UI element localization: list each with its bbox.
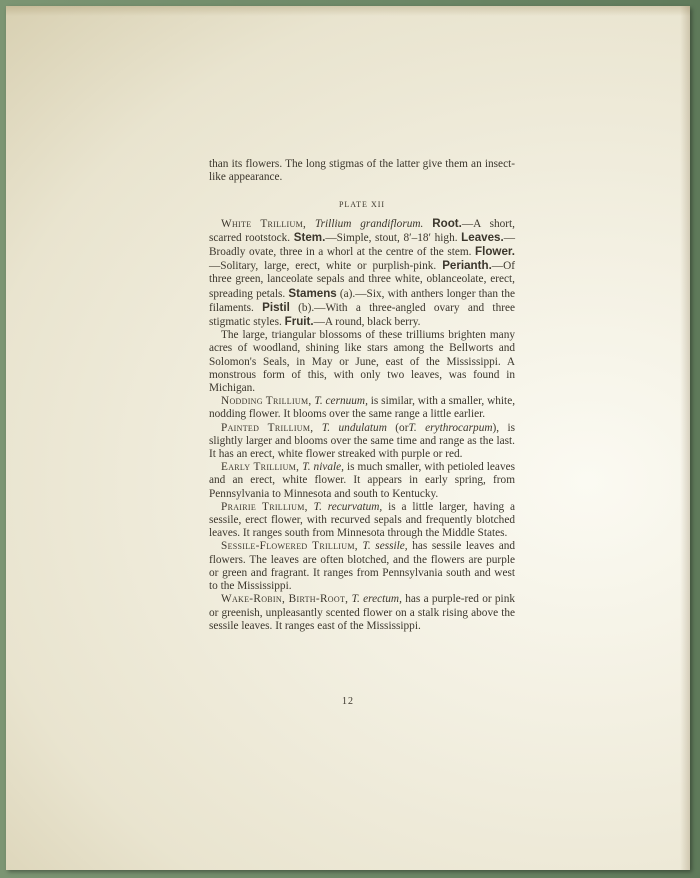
page-top-shadow [6, 6, 690, 16]
species-name: Painted Trillium, [221, 421, 314, 434]
species-name: Nodding Trillium, [221, 395, 312, 408]
species-latin: T. recurvatum, [313, 500, 383, 513]
leaves-label: Leaves. [461, 230, 504, 244]
painted-trillium-paragraph [209, 422, 515, 462]
wake-robin-paragraph [209, 593, 515, 633]
species-name: Wake-Robin, Birth-Root, [221, 593, 349, 606]
white-trillium-description [209, 217, 515, 330]
page-right-shadow [680, 6, 690, 870]
species-latin: T. sessile, [362, 540, 408, 553]
flower-label: Flower. [475, 245, 515, 259]
species-latin: T. nivale, [302, 461, 344, 474]
species-text: is similar, with a smaller, white, nodding flower. It blooms over the same range a little earlier. [209, 395, 516, 421]
species-name: Early Trillium, [221, 461, 300, 474]
perianth-label: Perianth. [442, 259, 492, 273]
fruit-text: —A round, black berry. [313, 316, 421, 329]
species-text: is much smaller, with petioled leaves and an erect, white flower. It appears in early spring, from Pennsylvania to Minnesota and south to Kentucky. [209, 461, 516, 500]
page-number: 12 [342, 696, 354, 707]
species-latin: T. undulatum [321, 421, 387, 434]
book-page [6, 6, 690, 870]
sessile-trillium-paragraph [209, 540, 515, 593]
species-text: has sessile leaves and flowers. The leaves are often blotched, and the flowers are purple or green and fragrant. It ranges from Pennsylvania south and west to the Mississippi. [209, 540, 516, 593]
root-text: —A short, scarred rootstock. [209, 217, 515, 244]
species-latin: T. erectum, [351, 593, 402, 606]
page-text [209, 158, 515, 633]
species-text: has a purple-red or pink or greenish, unpleasantly scented flower on a stalk rising above the sessile leaves. It ranges east of the Mississippi. [209, 593, 515, 632]
root-label: Root. [432, 216, 462, 230]
species-latin-alt: T. erythrocarpum [408, 421, 493, 434]
plate-heading: PLATE XII [338, 200, 386, 210]
large-blossoms-paragraph: The large, triangular blossoms of these trilliums brighten many acres of woodland, shining like stars among the Bellworts and Solomon's Seals, in May or June, east of the Mississippi. A monstrous form of this, with only two leaves, was found in Michigan. [209, 329, 515, 395]
species-latin: Trillium grandiflorum. [314, 217, 424, 230]
flower-text: —Solitary, large, erect, white or purplish-pink. [209, 260, 437, 273]
intro-paragraph: than its flowers. The long stigmas of the latter give them an insect-like appearance. [209, 158, 515, 184]
stamens-label: Stamens [288, 286, 337, 300]
species-alt-prefix: (or [395, 421, 409, 434]
pistil-text: (b).—With a three-angled ovary and three stigmatic styles. [209, 301, 516, 329]
nodding-trillium-paragraph [209, 395, 515, 421]
pistil-label: Pistil [262, 300, 290, 314]
species-name: Prairie Trillium, [221, 500, 308, 513]
perianth-text: —Of three green, lanceolate sepals and three white, oblanceolate, erect, spreading petals. [209, 260, 516, 300]
stem-text: —Simple, stout, 8′–18′ high. [325, 231, 458, 244]
leaves-text: —Broadly ovate, three in a whorl at the centre of the stem. [209, 231, 516, 259]
early-trillium-paragraph [209, 461, 515, 501]
species-text: is a little larger, having a sessile, erect flower, with recurved sepals and frequently blotched leaves. It ranges south from Minnesota through the Middle States. [209, 500, 515, 540]
species-name: White Trillium, [221, 217, 307, 230]
species-latin: T. cernuum, [314, 395, 368, 408]
stamens-text: (a).—Six, with anthers longer than the filaments. [209, 287, 516, 314]
species-name: Sessile-Flowered Trillium, [221, 540, 358, 553]
prairie-trillium-paragraph [209, 501, 515, 541]
fruit-label: Fruit. [284, 315, 314, 329]
stem-label: Stem. [293, 230, 326, 244]
species-text: ), is slightly larger and blooms over the same time and range as the last. It has an erect, white flower streaked with purple or red. [209, 421, 516, 461]
